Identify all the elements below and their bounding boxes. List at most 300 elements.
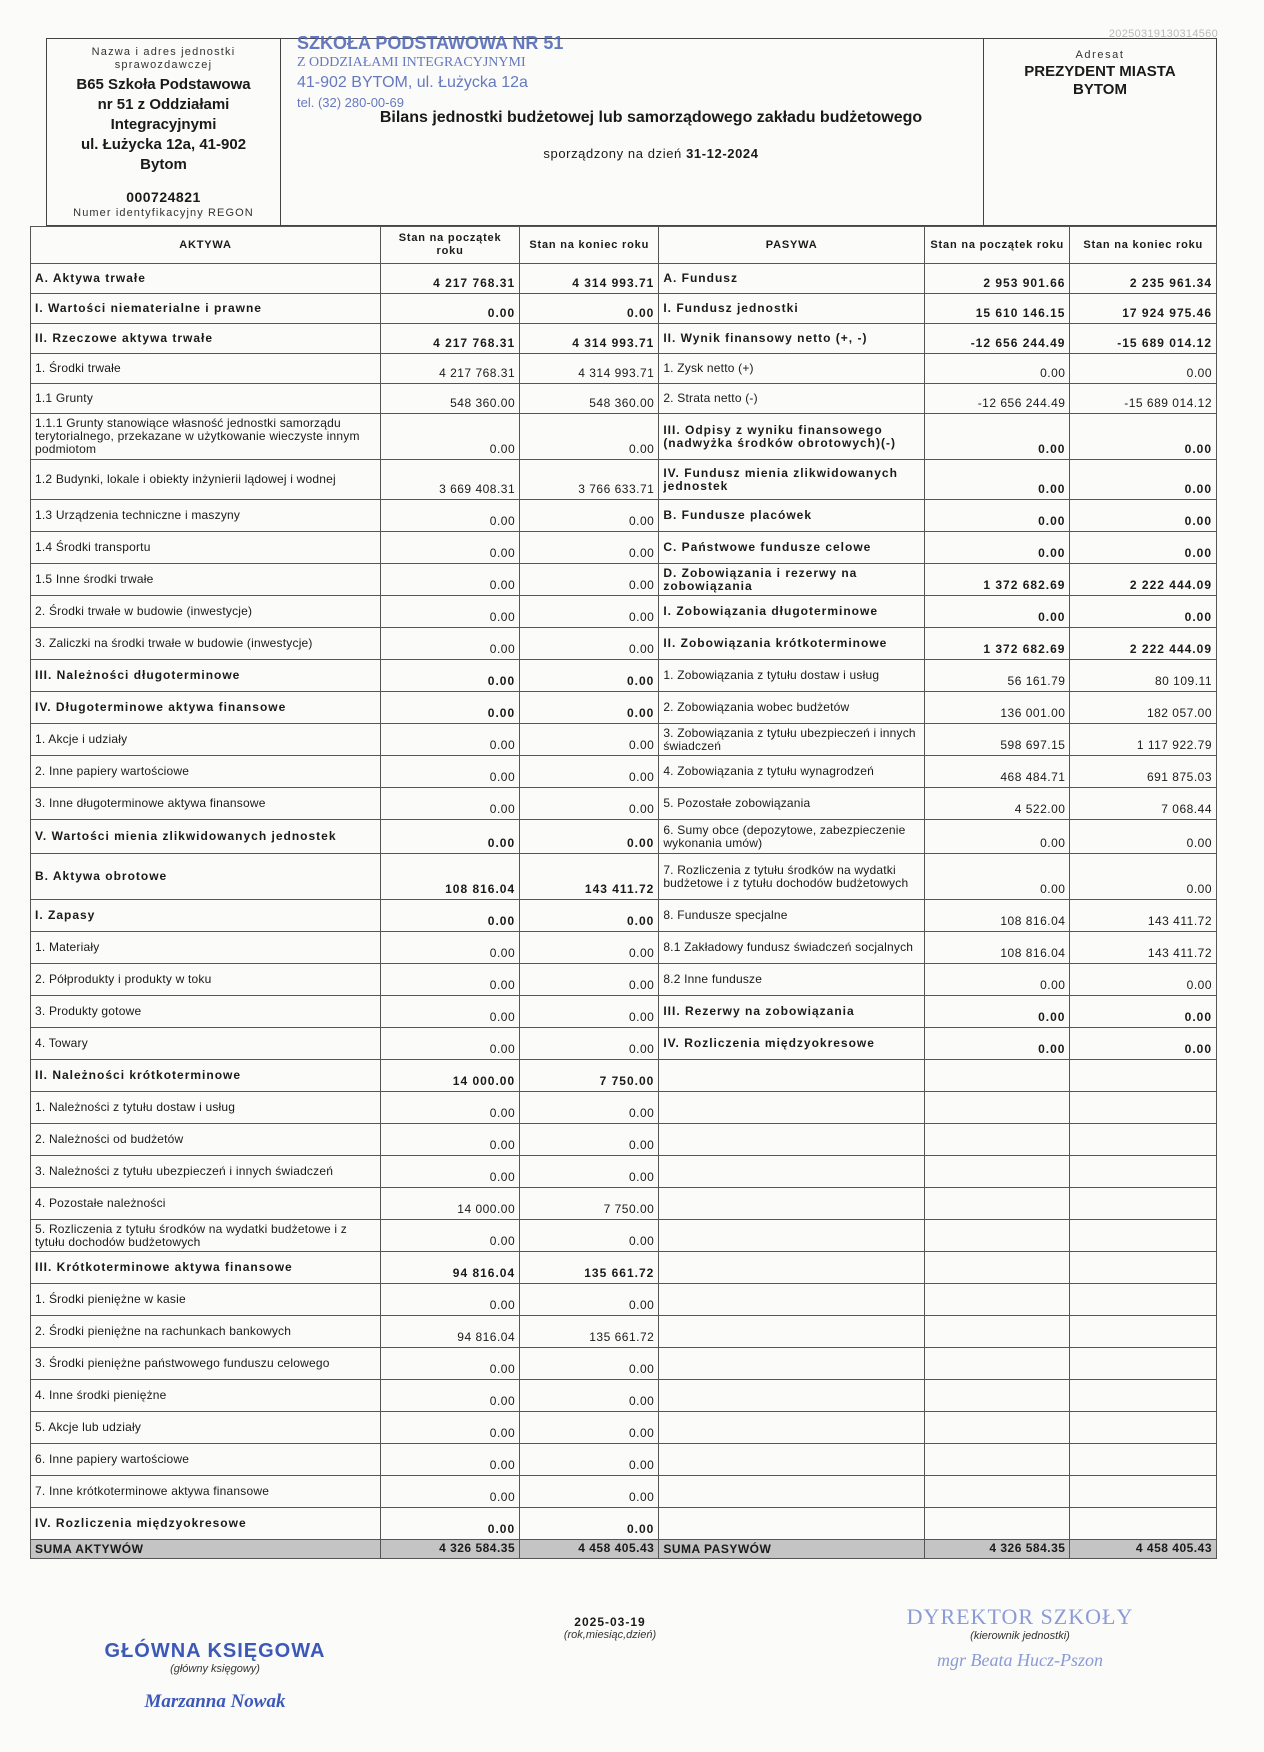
table-row: [31, 932, 1217, 964]
row-pasywa-label: B. Fundusze placówek: [659, 500, 925, 532]
subtitle-prefix: sporządzony na dzień: [543, 146, 682, 161]
table-row: [31, 1284, 1217, 1316]
table-header-row: [31, 227, 1217, 264]
row-aktywa-label: 1.1 Grunty: [31, 384, 381, 414]
row-aktywa-end: 4 314 993.71: [520, 354, 659, 384]
row-pasywa-end: 7 068.44: [1070, 788, 1217, 820]
aktywa-header: AKTYWA: [31, 227, 381, 264]
row-pasywa-label: [659, 1380, 925, 1412]
row-aktywa-label: 1. Należności z tytułu dostaw i usług: [31, 1092, 381, 1124]
row-pasywa-end: 17 924 975.46: [1070, 294, 1217, 324]
row-pasywa-end: 0.00: [1070, 500, 1217, 532]
row-pasywa-end: 80 109.11: [1070, 660, 1217, 692]
aktywa-end-header: Stan na koniec roku: [520, 227, 659, 264]
table-row: [31, 964, 1217, 996]
row-pasywa-label: III. Rezerwy na zobowiązania: [659, 996, 925, 1028]
unit-name-line: nr 51 z Oddziałami: [97, 96, 230, 113]
table-row: [31, 660, 1217, 692]
stamp-line: 41-902 BYTOM, ul. Łużycka 12a: [297, 74, 528, 91]
row-pasywa-label: II. Wynik finansowy netto (+, -): [659, 324, 925, 354]
document-subtitle: [341, 146, 961, 161]
table-row: [31, 264, 1217, 294]
row-pasywa-end: [1070, 1476, 1217, 1508]
row-aktywa-start: 0.00: [381, 532, 520, 564]
row-pasywa-label: D. Zobowiązania i rezerwy na zobowiązania: [659, 564, 925, 596]
row-aktywa-label: 1. Akcje i udziały: [31, 724, 381, 756]
row-pasywa-end: 0.00: [1070, 1028, 1217, 1060]
addressee-line: BYTOM: [1073, 81, 1127, 98]
row-aktywa-end: 4 314 993.71: [520, 324, 659, 354]
unit-name-line: Bytom: [140, 156, 187, 173]
row-pasywa-start: [924, 1060, 1069, 1092]
row-pasywa-end: [1070, 1284, 1217, 1316]
table-row: [31, 724, 1217, 756]
row-aktywa-start: 0.00: [381, 1508, 520, 1540]
table-row: [31, 1060, 1217, 1092]
row-aktywa-start: 0.00: [381, 414, 520, 460]
row-pasywa-end: 0.00: [1070, 964, 1217, 996]
row-pasywa-start: [924, 1124, 1069, 1156]
row-pasywa-start: 0.00: [924, 854, 1069, 900]
table-row: [31, 532, 1217, 564]
row-aktywa-end: 0.00: [520, 996, 659, 1028]
row-pasywa-start: [924, 1380, 1069, 1412]
row-pasywa-end: 691 875.03: [1070, 756, 1217, 788]
row-pasywa-end: [1070, 1316, 1217, 1348]
row-aktywa-start: 3 669 408.31: [381, 460, 520, 500]
row-pasywa-end: 0.00: [1070, 854, 1217, 900]
row-aktywa-end: 0.00: [520, 500, 659, 532]
row-aktywa-end: 0.00: [520, 1124, 659, 1156]
table-row: [31, 1156, 1217, 1188]
row-pasywa-start: 0.00: [924, 532, 1069, 564]
row-aktywa-end: 0.00: [520, 294, 659, 324]
row-aktywa-start: 0.00: [381, 820, 520, 854]
row-pasywa-label: 5. Pozostałe zobowiązania: [659, 788, 925, 820]
row-pasywa-start: 15 610 146.15: [924, 294, 1069, 324]
addressee-name: [984, 63, 1216, 99]
row-aktywa-label: 6. Inne papiery wartościowe: [31, 1444, 381, 1476]
row-pasywa-end: 143 411.72: [1070, 932, 1217, 964]
row-aktywa-label: 3. Zaliczki na środki trwałe w budowie (inwestycje): [31, 628, 381, 660]
row-aktywa-end: 0.00: [520, 596, 659, 628]
pasywa-header: PASYWA: [659, 227, 925, 264]
accountant-caption: (główny księgowy): [170, 1663, 260, 1675]
row-aktywa-label: 4. Pozostałe należności: [31, 1188, 381, 1220]
row-aktywa-end: 0.00: [520, 756, 659, 788]
row-aktywa-label: 1.5 Inne środki trwałe: [31, 564, 381, 596]
row-pasywa-label: 4. Zobowiązania z tytułu wynagrodzeń: [659, 756, 925, 788]
row-aktywa-end: 0.00: [520, 1412, 659, 1444]
chief-accountant-signature: [100, 1640, 330, 1713]
row-aktywa-label: 1. Środki trwałe: [31, 354, 381, 384]
row-aktywa-end: 3 766 633.71: [520, 460, 659, 500]
row-pasywa-end: 0.00: [1070, 820, 1217, 854]
row-aktywa-end: 0.00: [520, 1220, 659, 1252]
row-pasywa-start: [924, 1444, 1069, 1476]
row-pasywa-label: [659, 1476, 925, 1508]
row-aktywa-start: 0.00: [381, 692, 520, 724]
row-aktywa-start: 0.00: [381, 1412, 520, 1444]
row-pasywa-start: -12 656 244.49: [924, 324, 1069, 354]
row-aktywa-label: 3. Środki pieniężne państwowego funduszu celowego: [31, 1348, 381, 1380]
aktywa-total-label: SUMA AKTYWÓW: [31, 1540, 381, 1559]
row-pasywa-label: [659, 1188, 925, 1220]
row-aktywa-label: A. Aktywa trwałe: [31, 264, 381, 294]
director-stamp: DYREKTOR SZKOŁY: [906, 1604, 1134, 1629]
row-pasywa-label: I. Zobowiązania długoterminowe: [659, 596, 925, 628]
row-aktywa-end: 548 360.00: [520, 384, 659, 414]
unit-caption: Nazwa i adres jednostki sprawozdawczej: [91, 46, 236, 71]
balance-sheet-table: [30, 226, 1217, 1559]
row-aktywa-end: 0.00: [520, 1380, 659, 1412]
row-aktywa-end: 0.00: [520, 532, 659, 564]
row-pasywa-start: 0.00: [924, 820, 1069, 854]
row-pasywa-start: [924, 1092, 1069, 1124]
addressee-caption: Adresat: [1075, 49, 1125, 61]
row-aktywa-label: 1. Środki pieniężne w kasie: [31, 1284, 381, 1316]
row-aktywa-label: II. Rzeczowe aktywa trwałe: [31, 324, 381, 354]
row-aktywa-start: 0.00: [381, 1092, 520, 1124]
row-aktywa-start: 0.00: [381, 756, 520, 788]
reporting-unit: [47, 39, 281, 225]
row-aktywa-label: 2. Środki trwałe w budowie (inwestycje): [31, 596, 381, 628]
table-row: [31, 1252, 1217, 1284]
row-pasywa-label: C. Państwowe fundusze celowe: [659, 532, 925, 564]
school-stamp: [297, 33, 563, 113]
row-aktywa-end: 0.00: [520, 820, 659, 854]
table-row: [31, 564, 1217, 596]
table-row: [31, 1412, 1217, 1444]
row-aktywa-start: 0.00: [381, 1124, 520, 1156]
row-aktywa-label: 2. Środki pieniężne na rachunkach bankowych: [31, 1316, 381, 1348]
row-pasywa-start: 468 484.71: [924, 756, 1069, 788]
row-pasywa-start: [924, 1156, 1069, 1188]
row-pasywa-end: 143 411.72: [1070, 900, 1217, 932]
row-aktywa-end: 0.00: [520, 724, 659, 756]
row-aktywa-end: 0.00: [520, 900, 659, 932]
row-aktywa-label: 1.3 Urządzenia techniczne i maszyny: [31, 500, 381, 532]
table-row: [31, 460, 1217, 500]
stamp-line: SZKOŁA PODSTAWOWA NR 51: [297, 33, 564, 53]
unit-name-line: Integracyjnymi: [110, 116, 217, 133]
row-aktywa-start: 0.00: [381, 1028, 520, 1060]
row-aktywa-start: 0.00: [381, 564, 520, 596]
row-pasywa-start: 108 816.04: [924, 932, 1069, 964]
table-row: [31, 414, 1217, 460]
stamp-line: tel. (32) 280-00-69: [297, 95, 404, 110]
row-aktywa-start: 94 816.04: [381, 1252, 520, 1284]
unit-name-line: B65 Szkoła Podstawowa: [76, 76, 251, 93]
row-aktywa-label: III. Krótkoterminowe aktywa finansowe: [31, 1252, 381, 1284]
row-pasywa-end: -15 689 014.12: [1070, 324, 1217, 354]
row-pasywa-label: [659, 1412, 925, 1444]
row-aktywa-label: 7. Inne krótkoterminowe aktywa finansowe: [31, 1476, 381, 1508]
table-row: [31, 1380, 1217, 1412]
row-pasywa-end: 0.00: [1070, 414, 1217, 460]
row-pasywa-label: A. Fundusz: [659, 264, 925, 294]
row-aktywa-start: 0.00: [381, 1348, 520, 1380]
row-aktywa-end: 7 750.00: [520, 1060, 659, 1092]
regon-number: 000724821: [126, 189, 201, 205]
accountant-name: Marzanna Nowak: [144, 1691, 286, 1712]
director-caption: (kierownik jednostki): [970, 1630, 1070, 1642]
table-row: [31, 1316, 1217, 1348]
totals-row: [31, 1540, 1217, 1559]
row-pasywa-start: 598 697.15: [924, 724, 1069, 756]
row-aktywa-end: 0.00: [520, 1444, 659, 1476]
table-row: [31, 1188, 1217, 1220]
row-pasywa-end: 0.00: [1070, 460, 1217, 500]
row-pasywa-end: 2 235 961.34: [1070, 264, 1217, 294]
row-aktywa-end: 0.00: [520, 1476, 659, 1508]
row-pasywa-start: 136 001.00: [924, 692, 1069, 724]
row-aktywa-start: 0.00: [381, 1156, 520, 1188]
table-row: [31, 854, 1217, 900]
row-aktywa-label: B. Aktywa obrotowe: [31, 854, 381, 900]
pasywa-total-label: SUMA PASYWÓW: [659, 1540, 925, 1559]
row-pasywa-label: I. Fundusz jednostki: [659, 294, 925, 324]
row-aktywa-start: 0.00: [381, 1476, 520, 1508]
unit-name-line: ul. Łużycka 12a, 41-902: [80, 136, 247, 153]
table-row: [31, 596, 1217, 628]
row-aktywa-label: 1.1.1 Grunty stanowiące własność jednostki samorządu terytorialnego, przekazane w użytkowanie wieczyste innym podmiotom: [31, 414, 381, 460]
pasywa-start-header: Stan na początek roku: [924, 227, 1069, 264]
stamp-line: Z ODDZIAŁAMI INTEGRACYJNYMI: [297, 55, 526, 70]
director-signature: [880, 1604, 1160, 1671]
row-pasywa-label: [659, 1060, 925, 1092]
row-aktywa-start: 0.00: [381, 1444, 520, 1476]
row-aktywa-end: 0.00: [520, 414, 659, 460]
report-date: 31-12-2024: [686, 146, 759, 161]
row-aktywa-end: 0.00: [520, 788, 659, 820]
row-aktywa-end: 0.00: [520, 1348, 659, 1380]
table-row: [31, 756, 1217, 788]
row-aktywa-start: 548 360.00: [381, 384, 520, 414]
row-pasywa-label: [659, 1252, 925, 1284]
row-pasywa-start: [924, 1252, 1069, 1284]
row-aktywa-end: 135 661.72: [520, 1252, 659, 1284]
pasywa-total-start: 4 326 584.35: [924, 1540, 1069, 1559]
row-pasywa-start: [924, 1316, 1069, 1348]
table-row: [31, 900, 1217, 932]
row-pasywa-end: [1070, 1412, 1217, 1444]
row-pasywa-label: [659, 1348, 925, 1380]
row-pasywa-label: 3. Zobowiązania z tytułu ubezpieczeń i innych świadczeń: [659, 724, 925, 756]
table-row: [31, 500, 1217, 532]
row-aktywa-label: 3. Produkty gotowe: [31, 996, 381, 1028]
table-row: [31, 1092, 1217, 1124]
row-aktywa-end: 143 411.72: [520, 854, 659, 900]
row-aktywa-start: 0.00: [381, 1220, 520, 1252]
row-aktywa-start: 14 000.00: [381, 1060, 520, 1092]
row-aktywa-label: V. Wartości mienia zlikwidowanych jednostek: [31, 820, 381, 854]
row-aktywa-start: 4 217 768.31: [381, 324, 520, 354]
row-pasywa-end: 0.00: [1070, 996, 1217, 1028]
row-aktywa-start: 0.00: [381, 996, 520, 1028]
row-pasywa-end: 2 222 444.09: [1070, 628, 1217, 660]
row-pasywa-start: [924, 1476, 1069, 1508]
row-pasywa-start: 0.00: [924, 414, 1069, 460]
row-aktywa-end: 0.00: [520, 964, 659, 996]
table-row: [31, 1444, 1217, 1476]
row-pasywa-end: 1 117 922.79: [1070, 724, 1217, 756]
row-aktywa-label: 4. Inne środki pieniężne: [31, 1380, 381, 1412]
table-row: [31, 324, 1217, 354]
row-aktywa-start: 0.00: [381, 1284, 520, 1316]
row-pasywa-end: 0.00: [1070, 354, 1217, 384]
row-pasywa-label: 8.2 Inne fundusze: [659, 964, 925, 996]
table-row: [31, 1028, 1217, 1060]
row-aktywa-start: 4 217 768.31: [381, 354, 520, 384]
row-aktywa-end: 7 750.00: [520, 1188, 659, 1220]
row-pasywa-end: [1070, 1348, 1217, 1380]
director-name: mgr Beata Hucz-Pszon: [937, 1650, 1103, 1670]
row-pasywa-start: 0.00: [924, 1028, 1069, 1060]
row-aktywa-end: 0.00: [520, 1508, 659, 1540]
row-aktywa-label: 5. Rozliczenia z tytułu środków na wydatki budżetowe i z tytułu dochodów budżetowych: [31, 1220, 381, 1252]
row-aktywa-label: 3. Należności z tytułu ubezpieczeń i innych świadczeń: [31, 1156, 381, 1188]
row-pasywa-start: [924, 1284, 1069, 1316]
addressee-line: PREZYDENT MIASTA: [1024, 63, 1176, 80]
row-pasywa-start: 0.00: [924, 596, 1069, 628]
row-aktywa-label: 1.4 Środki transportu: [31, 532, 381, 564]
row-pasywa-end: 0.00: [1070, 596, 1217, 628]
row-pasywa-label: [659, 1124, 925, 1156]
aktywa-start-header: Stan na początek roku: [381, 227, 520, 264]
table-row: [31, 820, 1217, 854]
row-aktywa-start: 0.00: [381, 1380, 520, 1412]
row-aktywa-label: IV. Długoterminowe aktywa finansowe: [31, 692, 381, 724]
row-pasywa-end: [1070, 1252, 1217, 1284]
table-row: [31, 1220, 1217, 1252]
row-pasywa-end: 0.00: [1070, 532, 1217, 564]
row-aktywa-end: 0.00: [520, 692, 659, 724]
title-area: [281, 33, 985, 225]
row-aktywa-start: 0.00: [381, 788, 520, 820]
row-pasywa-label: 7. Rozliczenia z tytułu środków na wydatki budżetowe i z tytułu dochodów budżetowych: [659, 854, 925, 900]
row-pasywa-label: IV. Rozliczenia międzyokresowe: [659, 1028, 925, 1060]
row-aktywa-start: 0.00: [381, 724, 520, 756]
row-aktywa-end: 0.00: [520, 628, 659, 660]
row-pasywa-end: 182 057.00: [1070, 692, 1217, 724]
row-pasywa-label: [659, 1156, 925, 1188]
row-pasywa-label: III. Odpisy z wyniku finansowego (nadwyżka środków obrotowych)(-): [659, 414, 925, 460]
row-pasywa-end: [1070, 1508, 1217, 1540]
row-pasywa-end: [1070, 1060, 1217, 1092]
row-aktywa-start: 4 217 768.31: [381, 264, 520, 294]
aktywa-total-start: 4 326 584.35: [381, 1540, 520, 1559]
row-aktywa-start: 94 816.04: [381, 1316, 520, 1348]
row-aktywa-label: 2. Należności od budżetów: [31, 1124, 381, 1156]
row-pasywa-start: [924, 1508, 1069, 1540]
row-pasywa-start: [924, 1188, 1069, 1220]
document-title: Bilans jednostki budżetowej lub samorządowego zakładu budżetowego: [379, 109, 923, 126]
row-aktywa-end: 0.00: [520, 1284, 659, 1316]
row-pasywa-label: 8. Fundusze specjalne: [659, 900, 925, 932]
signing-date-value: 2025-03-19: [574, 1615, 646, 1629]
row-aktywa-end: 0.00: [520, 932, 659, 964]
row-aktywa-label: 5. Akcje lub udziały: [31, 1412, 381, 1444]
row-aktywa-label: 4. Towary: [31, 1028, 381, 1060]
table-row: [31, 1476, 1217, 1508]
row-pasywa-start: 4 522.00: [924, 788, 1069, 820]
row-pasywa-label: 1. Zysk netto (+): [659, 354, 925, 384]
row-pasywa-end: [1070, 1124, 1217, 1156]
pasywa-end-header: Stan na koniec roku: [1070, 227, 1217, 264]
table-row: [31, 788, 1217, 820]
row-pasywa-label: 8.1 Zakładowy fundusz świadczeń socjalnych: [659, 932, 925, 964]
row-pasywa-label: 6. Sumy obce (depozytowe, zabezpieczenie wykonania umów): [659, 820, 925, 854]
row-pasywa-end: [1070, 1188, 1217, 1220]
row-aktywa-start: 0.00: [381, 964, 520, 996]
aktywa-total-end: 4 458 405.43: [520, 1540, 659, 1559]
row-pasywa-label: [659, 1092, 925, 1124]
row-aktywa-label: 1. Materiały: [31, 932, 381, 964]
row-aktywa-end: 0.00: [520, 1092, 659, 1124]
row-pasywa-start: 0.00: [924, 964, 1069, 996]
row-aktywa-label: III. Należności długoterminowe: [31, 660, 381, 692]
row-aktywa-start: 0.00: [381, 500, 520, 532]
row-aktywa-label: I. Wartości niematerialne i prawne: [31, 294, 381, 324]
row-pasywa-start: [924, 1220, 1069, 1252]
table-row: [31, 1348, 1217, 1380]
row-aktywa-label: 2. Półprodukty i produkty w toku: [31, 964, 381, 996]
table-row: [31, 1508, 1217, 1540]
signing-date-caption: (rok,miesiąc,dzień): [563, 1629, 657, 1641]
row-pasywa-start: 2 953 901.66: [924, 264, 1069, 294]
row-pasywa-label: [659, 1444, 925, 1476]
row-pasywa-start: -12 656 244.49: [924, 384, 1069, 414]
row-pasywa-end: [1070, 1156, 1217, 1188]
row-pasywa-label: [659, 1508, 925, 1540]
row-aktywa-label: 1.2 Budynki, lokale i obiekty inżynierii lądowej i wodnej: [31, 460, 381, 500]
table-row: [31, 628, 1217, 660]
row-aktywa-label: I. Zapasy: [31, 900, 381, 932]
row-pasywa-end: [1070, 1220, 1217, 1252]
table-row: [31, 384, 1217, 414]
row-aktywa-start: 0.00: [381, 900, 520, 932]
row-aktywa-end: 0.00: [520, 1156, 659, 1188]
row-pasywa-label: II. Zobowiązania krótkoterminowe: [659, 628, 925, 660]
row-aktywa-start: 0.00: [381, 628, 520, 660]
table-row: [31, 1124, 1217, 1156]
row-aktywa-label: IV. Rozliczenia międzyokresowe: [31, 1508, 381, 1540]
row-pasywa-start: 0.00: [924, 996, 1069, 1028]
table-row: [31, 996, 1217, 1028]
document-id: 20250319130314560: [1108, 28, 1218, 40]
regon-caption: Numer identyfikacyjny REGON: [73, 207, 254, 219]
row-pasywa-start: [924, 1412, 1069, 1444]
row-pasywa-start: 1 372 682.69: [924, 628, 1069, 660]
row-aktywa-start: 0.00: [381, 932, 520, 964]
table-row: [31, 294, 1217, 324]
row-pasywa-end: [1070, 1092, 1217, 1124]
row-pasywa-start: 0.00: [924, 500, 1069, 532]
unit-name: [47, 75, 280, 175]
row-aktywa-end: 4 314 993.71: [520, 264, 659, 294]
row-aktywa-start: 0.00: [381, 294, 520, 324]
row-pasywa-end: -15 689 014.12: [1070, 384, 1217, 414]
row-pasywa-label: [659, 1316, 925, 1348]
row-pasywa-end: 2 222 444.09: [1070, 564, 1217, 596]
row-pasywa-label: [659, 1220, 925, 1252]
row-pasywa-end: [1070, 1380, 1217, 1412]
row-aktywa-label: 3. Inne długoterminowe aktywa finansowe: [31, 788, 381, 820]
row-aktywa-label: II. Należności krótkoterminowe: [31, 1060, 381, 1092]
row-pasywa-label: IV. Fundusz mienia zlikwidowanych jednostek: [659, 460, 925, 500]
row-pasywa-label: [659, 1284, 925, 1316]
